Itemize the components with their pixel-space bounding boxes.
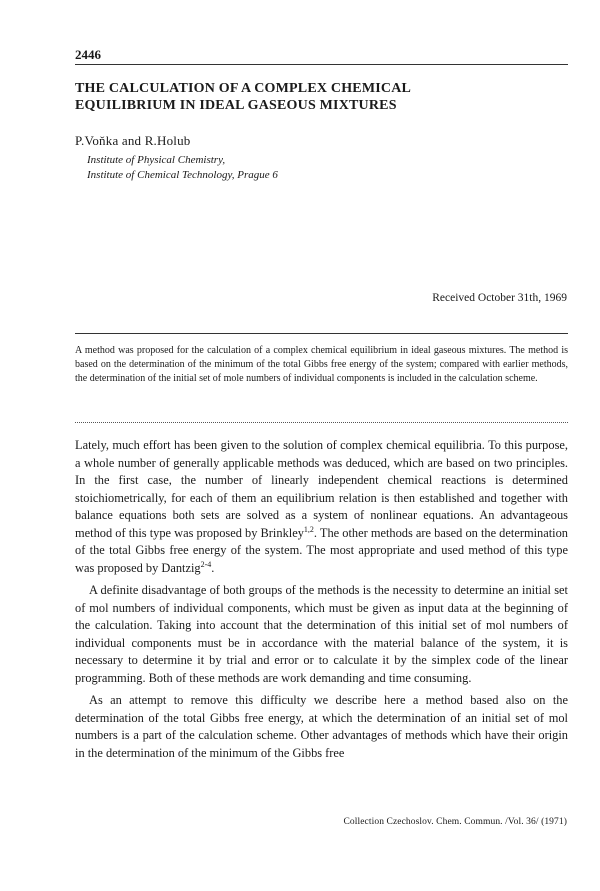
abstract-top-rule	[75, 333, 568, 334]
page-number: 2446	[75, 47, 101, 62]
footer-citation: Collection Czechoslov. Chem. Commun. /Vol. 36/ (1971)	[343, 817, 567, 827]
header-rule	[75, 64, 568, 65]
abstract-bottom-rule	[75, 422, 568, 423]
paragraph-1-part-b: . The other methods are based on the determination of the total Gibbs free energy of the system. The most appropriate and used method of this type was proposed by Dantzig	[75, 525, 569, 575]
body-text	[75, 437, 568, 767]
reference-superscript: 1,2	[303, 524, 314, 534]
title-line-2: EQUILIBRIUM IN IDEAL GASEOUS MIXTURES	[75, 98, 397, 113]
received-date: Received October 31th, 1969	[432, 292, 567, 304]
reference-superscript: 2-4	[200, 559, 212, 569]
abstract-text: A method was proposed for the calculation of a complex chemical equilibrium in ideal gaseous mixtures. The method is based on the determination of the minimum of the total Gibbs free energy of the system; compared with earlier methods, the determination of the initial set of mole numbers of individual components is included in the calculation scheme.	[75, 345, 568, 384]
paragraph-1-part-a: Lately, much effort has been given to the solution of complex chemical equilibria. To this purpose, a whole number of generally applicable methods was deduced, which are based on two principles. In the first case, the number of linearly independent chemical reactions is determined stoichiometrically, for each of them an equilibrium relation is then established and together with balance equations both sets are solved as a system of nonlinear equations. An advantageous method of this type was proposed by Brinkley	[75, 438, 568, 540]
title-line-1: THE CALCULATION OF A COMPLEX CHEMICAL	[75, 81, 412, 96]
paragraph-1	[75, 437, 568, 577]
affiliation-line-2: Institute of Chemical Technology, Prague 6	[87, 169, 278, 181]
paragraph-1-part-c: .	[211, 560, 215, 575]
paragraph-3: As an attempt to remove this difficulty we describe here a method based also on the determination of the total Gibbs free energy, at which the determination of an initial set of mol numbers is a part of the calculation scheme. Other advantages of methods which have their origin in the determination of the minimum of the Gibbs free	[75, 693, 568, 760]
authors: P.Voňka and R.Holub	[75, 133, 191, 148]
affiliation-line-1: Institute of Physical Chemistry,	[87, 154, 226, 166]
paragraph-2: A definite disadvantage of both groups of the methods is the necessity to determine an initial set of mol numbers of individual components, which must be given as input data at the beginning of the calculation. Taking into account that the determination of this initial set of mol numbers of individual components must be in accordance with the material balance of the system, it is necessary to determine it by trial and error or to calculate it by the simplex code of the linear programming. Both of these methods are work demanding and time consuming.	[75, 583, 568, 685]
article-title	[75, 80, 535, 114]
